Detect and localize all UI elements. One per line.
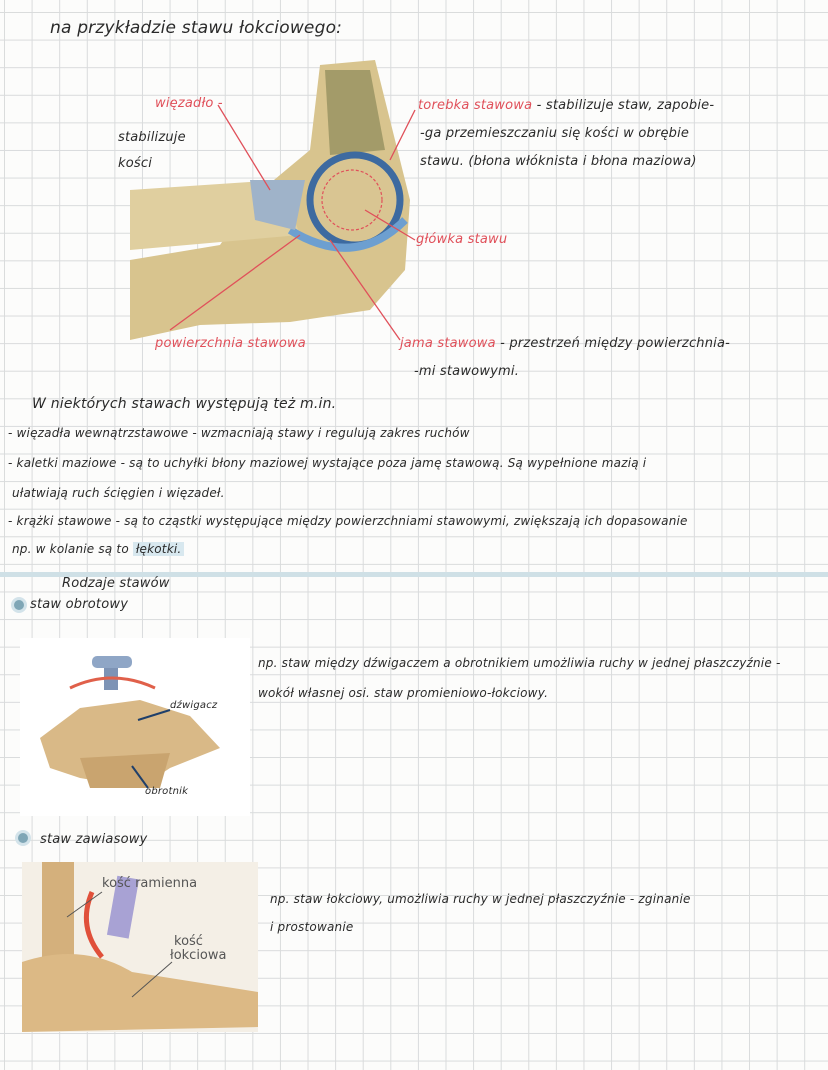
pivot-joint-label: staw obrotowy bbox=[30, 597, 129, 612]
list-item: - więzadła wewnątrzstawowe - wzmacniają stawy i regulują zakres ruchów bbox=[8, 426, 470, 440]
capsule-desc: stawu. (błona włóknista i błona maziowa) bbox=[420, 154, 697, 169]
img-label: dźwigacz bbox=[170, 700, 218, 711]
highlighted-term: łękotki. bbox=[133, 542, 185, 556]
cavity-label: jama stawowa bbox=[400, 336, 496, 351]
list-item: ułatwiają ruch ścięgien i więzadeł. bbox=[12, 486, 225, 500]
list-item: - krążki stawowe - są to cząstki występujące między powierzchniami stawowymi, zwiększają ich dopasowanie bbox=[8, 514, 688, 528]
pivot-joint-image bbox=[20, 638, 250, 816]
page-title: na przykładzie stawu łokciowego: bbox=[50, 18, 343, 38]
pivot-desc: wokół własnej osi. staw promieniowo-łokciowy. bbox=[258, 686, 549, 700]
section-title: Rodzaje stawów bbox=[62, 576, 170, 591]
capsule-desc: -ga przemieszczaniu się kości w obrębie bbox=[420, 126, 690, 141]
img-label: kość bbox=[174, 934, 203, 949]
cavity-desc: - przestrzeń między powierzchnia- bbox=[500, 336, 731, 351]
list-item: - kaletki maziowe - są to uchyłki błony maziowej wystające poza jamę stawową. Są wypełnione mazią i bbox=[8, 456, 647, 470]
img-label: obrotnik bbox=[145, 786, 189, 797]
cavity-desc: -mi stawowymi. bbox=[414, 364, 520, 379]
img-label: kość ramienna bbox=[102, 876, 198, 891]
img-label: łokciowa bbox=[170, 948, 227, 963]
hinge-joint-image bbox=[22, 862, 258, 1032]
surface-label: powierzchnia stawowa bbox=[155, 336, 306, 351]
hinge-joint-label: staw zawiasowy bbox=[40, 832, 148, 847]
head-label: główka stawu bbox=[416, 232, 508, 247]
ligament-desc: stabilizuje bbox=[118, 130, 186, 145]
list-item: np. w kolanie są to bbox=[12, 542, 133, 556]
ligament-desc: kości bbox=[118, 156, 153, 171]
pivot-desc: np. staw między dźwigaczem a obrotnikiem umożliwia ruchy w jednej płaszczyźnie - bbox=[258, 656, 781, 670]
bullet-icon bbox=[18, 833, 28, 843]
hinge-desc: i prostowanie bbox=[270, 920, 354, 934]
capsule-desc: - stabilizuje staw, zapobie- bbox=[536, 98, 715, 113]
capsule-label: torebka stawowa bbox=[418, 98, 533, 113]
hinge-desc: np. staw łokciowy, umożliwia ruchy w jednej płaszczyźnie - zginanie bbox=[270, 892, 691, 906]
intro-text: W niektórych stawach występują też m.in. bbox=[32, 396, 337, 412]
bullet-icon bbox=[14, 600, 24, 610]
ligament-label: więzadło - bbox=[155, 96, 223, 111]
